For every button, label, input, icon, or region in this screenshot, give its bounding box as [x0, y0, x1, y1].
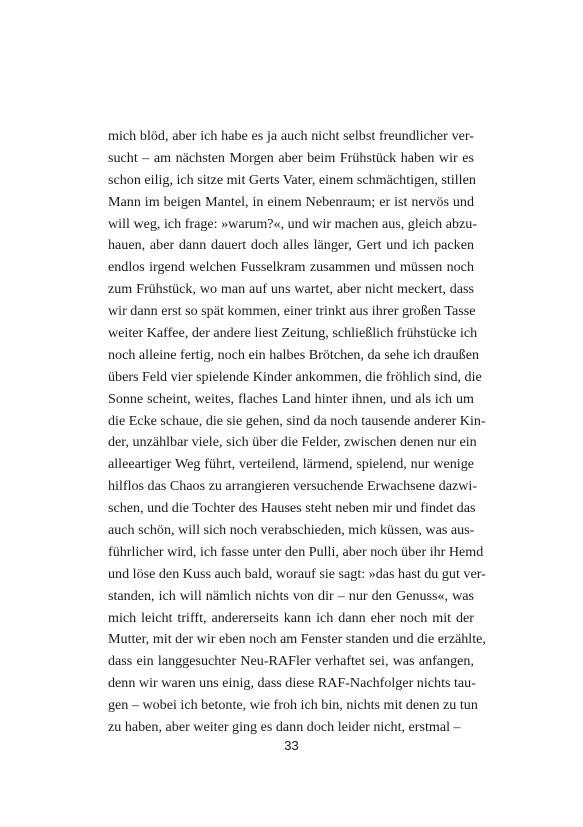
- text-line-last: zu haben, aber weiter ging es dann doch leider nicht, erstmal –: [108, 719, 461, 736]
- text-line: weiter Kaffee, der andere liest Zeitung, schließlich frühstücke ich: [108, 325, 478, 342]
- page-number: 33: [284, 738, 299, 753]
- text-line: endlos irgend welchen Fusselkram zusammen und müssen noch: [108, 259, 474, 276]
- text-line: denn wir waren uns einig, dass diese RAF-Nachfolger nichts tau-: [108, 675, 476, 692]
- text-line: schen, und die Tochter des Hauses steht neben mir und findet das: [108, 500, 476, 517]
- text-line: die Ecke schaue, die sie gehen, sind da noch tausende anderer Kin-: [108, 412, 486, 429]
- text-line: Sonne scheint, weites, flaches Land hinter ihnen, und als ich um: [108, 390, 474, 407]
- text-line: der, unzählbar viele, sich über die Felder, zwischen denen nur ein: [108, 434, 477, 451]
- text-line: sucht – am nächsten Morgen aber beim Frühstück haben wir es: [108, 149, 474, 166]
- text-line: zum Frühstück, wo man auf uns wartet, aber nicht meckert, dass: [108, 281, 474, 298]
- text-line: mich blöd, aber ich habe es ja auch nicht selbst freundlicher ver-: [108, 128, 474, 144]
- text-line: übers Feld vier spielende Kinder ankommen, die fröhlich sind, die: [108, 368, 482, 385]
- text-line: alleeartiger Weg führt, verteilend, lärmend, spielend, nur wenige: [108, 456, 474, 473]
- text-line: gen – wobei ich betonte, wie froh ich bin, nichts mit denen zu tun: [108, 697, 478, 714]
- text-line: will weg, ich frage: »warum?«, und wir machen aus, gleich abzu-: [108, 215, 478, 232]
- text-line: noch alleine fertig, noch ein halbes Brötchen, da sehe ich draußen: [108, 346, 479, 363]
- text-line: schon eilig, ich sitze mit Gerts Vater, einem schmächtigen, stillen: [108, 171, 476, 188]
- body-text: [108, 126, 486, 739]
- text-line: hilflos das Chaos zu arrangieren versuchende Erwachsene dazwi-: [108, 478, 478, 495]
- text-line: führlicher wird, ich fasse unter den Pulli, aber noch über ihr Hemd: [108, 543, 484, 560]
- text-line: hauen, aber dann dauert doch alles länger, Gert und ich packen: [108, 237, 474, 254]
- text-line: Mutter, mit der wir eben noch am Fenster standen und die erzählte,: [108, 631, 486, 648]
- text-line: standen, ich will nämlich nichts von dir – nur den Genuss«, was: [108, 587, 474, 604]
- text-line: auch schön, will sich noch verabschieden, mich küssen, was aus-: [108, 522, 475, 539]
- text-line: wir dann erst so spät kommen, einer trinkt aus ihrer großen Tasse: [108, 303, 476, 320]
- text-line: und löse den Kuss auch bald, worauf sie sagt: »das hast du gut ver-: [108, 565, 486, 582]
- text-line: Mann im beigen Mantel, in einem Nebenraum; er ist nervös und: [108, 193, 474, 210]
- text-line: dass ein langgesuchter Neu-RAFler verhaftet sei, was anfangen,: [108, 653, 474, 670]
- text-line: mich leicht trifft, andererseits kann ich dann eher noch mit der: [108, 609, 474, 626]
